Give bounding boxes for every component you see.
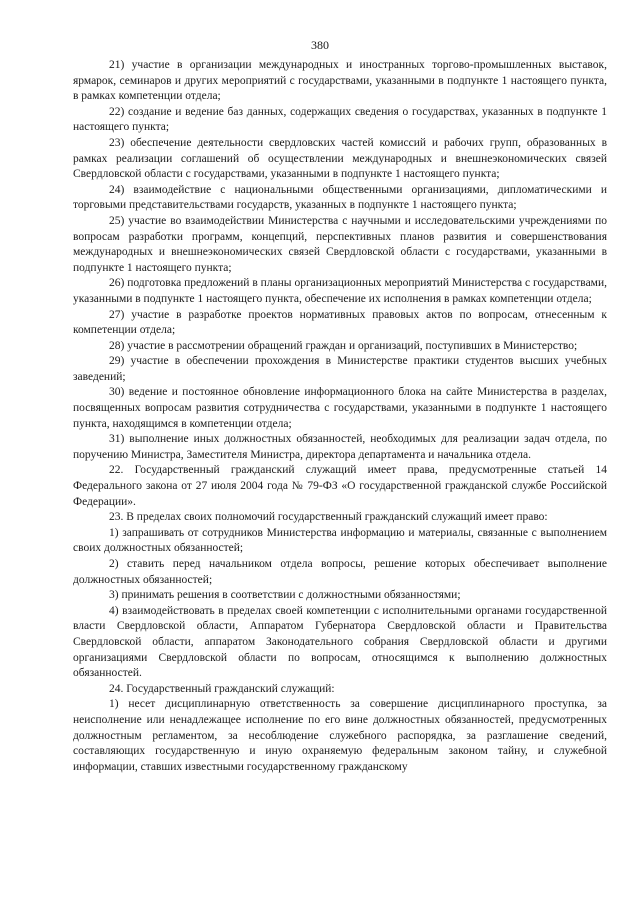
document-body (73, 58, 607, 775)
paragraph-item-25: 25) участие во взаимодействии Министерства с научными и исследовательскими учреждениями по вопросам разработки программ, концепций, перспективных планов развития и совершенствования международных и внешнеэкономических связей Свердловской области с государствами, указанными в подпункте 1 настоящего пункта; (73, 214, 607, 274)
paragraph-right-4: 4) взаимодействовать в пределах своей компетенции с исполнительными органами государственной власти Свердловской области, Аппаратом Губернатора Свердловской области и Правительства Свердловской области, аппаратом Законодательного собрания Свердловской области и другими организациями Свердловской области по вопросам, относящимся к выполнению должностных обязанностей. (73, 604, 607, 680)
paragraph-right-1: 1) запрашивать от сотрудников Министерства информацию и материалы, связанные с выполнением своих должностных обязанностей; (73, 526, 607, 555)
paragraph-item-26: 26) подготовка предложений в планы организационных мероприятий Министерства с государствами, указанными в подпункте 1 настоящего пункта, обеспечение их исполнения в рамках компетенции отдела; (73, 277, 607, 305)
paragraph-section-22: 22. Государственный гражданский служащий имеет права, предусмотренные статьей 14 Федерального закона от 27 июля 2004 года № 79-ФЗ «О государственной гражданской службе Российской Федерации». (73, 464, 607, 508)
paragraph-item-31: 31) выполнение иных должностных обязанностей, необходимых для реализации задач отдела, по поручению Министра, Заместителя Министра, директора департамента и начальника отдела. (73, 433, 607, 461)
paragraph-right-3: 3) принимать решения в соответствии с должностными обязанностями; (109, 589, 461, 602)
paragraph-item-30: 30) ведение и постоянное обновление информационного блока на сайте Министерства в разделах, посвященных вопросам развития сотрудничества с государствами, указанными в подпункте 1 настоящего пункта, находящимся в компетенции отдела; (73, 386, 607, 430)
paragraph-right-2: 2) ставить перед начальником отдела вопросы, решение которых обеспечивает выполнение должностных обязанностей; (73, 558, 607, 586)
paragraph-section-23: 23. В пределах своих полномочий государственный гражданский служащий имеет право: (109, 511, 548, 524)
page-number: 380 (311, 38, 329, 52)
paragraph-item-27: 27) участие в разработке проектов нормативных правовых актов по вопросам, отнесенным к компетенции отдела; (73, 308, 607, 337)
paragraph-section-24: 24. Государственный гражданский служащий: (109, 682, 335, 695)
paragraph-item-28: 28) участие в рассмотрении обращений граждан и организаций, поступивших в Министерство; (109, 339, 578, 352)
paragraph-item-29: 29) участие в обеспечении прохождения в Министерстве практики студентов высших учебных заведений; (73, 355, 607, 383)
paragraph-item-21: 21) участие в организации международных и иностранных торгово-промышленных выставок, ярмарок, семинаров и других мероприятий с государствами, указанными в подпункте 1 настоящего пункта, в рамках компетенции отдела; (73, 59, 607, 103)
paragraph-item-23: 23) обеспечение деятельности свердловских частей комиссий и рабочих групп, образованных в рамках реализации соглашений об осуществлении международных и внешнеэкономических связей Свердловской области с государствами, указанными в подпункте 1 настоящего пункта; (73, 136, 607, 181)
paragraph-duty-1: 1) несет дисциплинарную ответственность за совершение дисциплинарного проступка, за неисполнение или ненадлежащее исполнение по его вине должностных обязанностей, предусмотренных должностным регламентом, за несоблюдение служебного распорядка, за разглашение сведений, составляющих государственную и иную охраняемую федеральным законом тайну, и служебной информации, ставших известными государственному гражданскому (73, 698, 607, 773)
paragraph-item-24: 24) взаимодействие с национальными общественными организациями, дипломатическими и торговыми представительствами государств, указанных в подпункте 1 настоящего пункта; (73, 183, 607, 212)
paragraph-item-22: 22) создание и ведение баз данных, содержащих сведения о государствах, указанных в подпункте 1 настоящего пункта; (73, 105, 607, 134)
